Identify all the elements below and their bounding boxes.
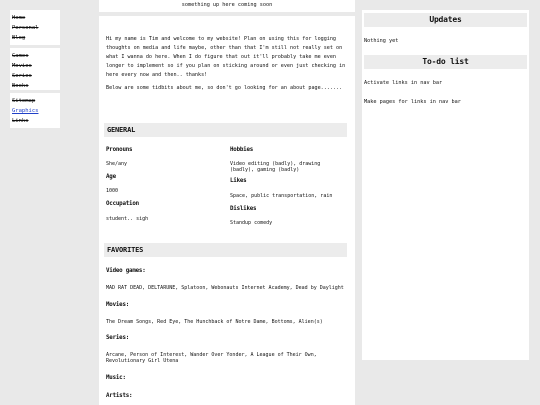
nav-group-main bbox=[10, 10, 60, 45]
games-label: Video games: bbox=[106, 268, 146, 274]
nav-link-home[interactable]: Home bbox=[12, 15, 26, 21]
age-value: 1000 bbox=[106, 188, 119, 194]
todo-item: Activate links in nav bar bbox=[364, 80, 443, 86]
general-heading: GENERAL bbox=[104, 123, 347, 137]
hobbies-label: Hobbies bbox=[230, 147, 254, 153]
artists-label: Artists: bbox=[106, 393, 133, 399]
nav-group-media bbox=[10, 48, 60, 90]
nav-link-links[interactable]: Links bbox=[12, 118, 29, 124]
updates-heading: Updates bbox=[364, 13, 527, 27]
main-content bbox=[99, 16, 355, 405]
dislikes-value: Standup comedy bbox=[230, 220, 273, 226]
nav-link-blog[interactable]: Blog bbox=[12, 35, 26, 41]
todo-heading: To-do list bbox=[364, 55, 527, 69]
top-banner: something up here coming soon bbox=[99, 0, 355, 12]
nav-link-personal[interactable]: Personal bbox=[12, 25, 39, 31]
likes-label: Likes bbox=[230, 178, 247, 184]
series-label: Series: bbox=[106, 335, 130, 341]
nav-link-games[interactable]: Games bbox=[12, 53, 29, 59]
movies-label: Movies: bbox=[106, 302, 130, 308]
pronouns-label: Pronouns bbox=[106, 147, 133, 153]
games-value: MAD RAT DEAD, DELTARUNE, Splatoon, Webonauts Internet Academy, Dead by Daylight bbox=[106, 285, 344, 291]
age-label: Age bbox=[106, 174, 116, 180]
favorites-heading: FAVORITES bbox=[104, 243, 347, 257]
occupation-value: student.. sigh bbox=[106, 216, 149, 222]
movies-value: The Dream Songs, Red Eye, The Hunchback of Notre Dame, Bottoms, Alien(s) bbox=[106, 319, 323, 325]
intro-paragraph: Hi my name is Tim and welcome to my website! Plan on using this for logging thoughts on media and life maybe, other than that I'm still not really set on what I wanna do here. When I do figure that out it'll probably take me even longer to implement so if you plan on sticking around or even just checking in here every now and then.. thanks! bbox=[106, 36, 346, 78]
todo-item: Make pages for links in nav bar bbox=[364, 99, 461, 105]
nav-link-series[interactable]: Series bbox=[12, 73, 32, 79]
music-label: Music: bbox=[106, 375, 126, 381]
nav-link-movies[interactable]: Movies bbox=[12, 63, 32, 69]
nav-group-site bbox=[10, 93, 60, 128]
occupation-label: Occupation bbox=[106, 201, 139, 207]
nav-link-graphics[interactable]: Graphics bbox=[12, 108, 39, 114]
series-value: Arcane, Person of Interest, Wander Over Yonder, A League of Their Own, Revolutionary Girl Utena bbox=[106, 352, 317, 364]
nav-link-sitemap[interactable]: Sitemap bbox=[12, 98, 36, 104]
nav-link-books[interactable]: Books bbox=[12, 83, 29, 89]
right-sidebar bbox=[362, 10, 529, 360]
updates-text: Nothing yet bbox=[364, 38, 399, 44]
pronouns-value: She/any bbox=[106, 161, 128, 167]
intro-tidbits-text: Below are some tidbits about me, so don't go looking for an about page....... bbox=[106, 85, 343, 91]
hobbies-value: Video editing (badly), drawing (badly), gaming (badly) bbox=[230, 161, 321, 173]
dislikes-label: Dislikes bbox=[230, 206, 257, 212]
likes-value: Space, public transportation, rain bbox=[230, 193, 333, 199]
